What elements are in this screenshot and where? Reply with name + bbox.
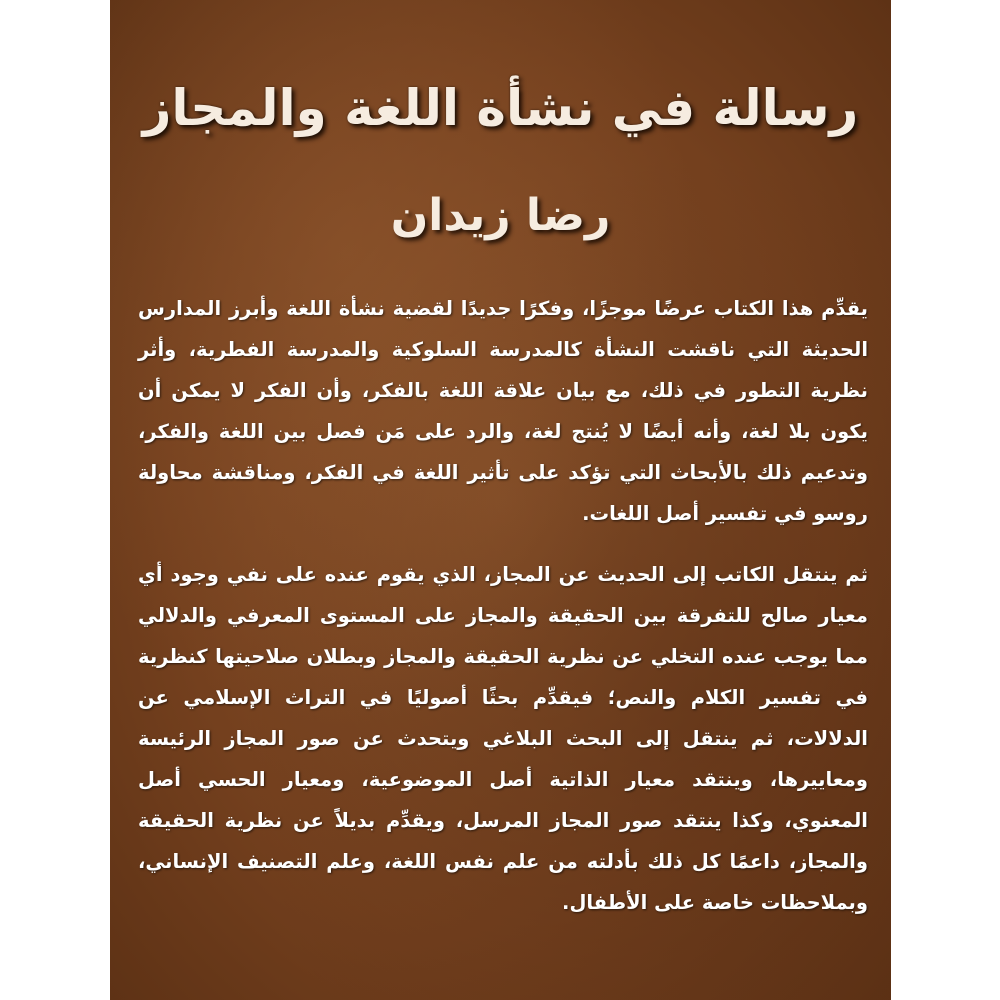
- description-paragraph-2: ثم ينتقل الكاتب إلى الحديث عن المجاز، الذي يقوم عنده على نفي وجود أي معيار صالح للتفرقة بين الحقيقة والمجاز على المستوى المعرفي والدلالي مما يوجب عنده التخلي عن نظرية الحقيقة والمجاز وبطلان صلاحيتها كنظرية في تفسير الكلام والنص؛ فيقدِّم بحثًا أصوليًا في التراث الإسلامي عن الدلالات، ثم ينتقل إلى البحث البلاغي ويتحدث عن صور المجاز الرئيسة ومعاييرها، وينتقد معيار الذاتية أصل الموضوعية، ومعيار الحسي أصل المعنوي، وكذا ينتقد صور المجاز المرسل، ويقدِّم بديلاً عن نظرية الحقيقة والمجاز، داعمًا كل ذلك بأدلته من علم نفس اللغة، وعلم التصنيف الإنساني، وبملاحظات خاصة على الأطفال.: [138, 563, 868, 914]
- book-back-cover: [110, 0, 891, 1000]
- author-name: رضا زيدان: [390, 190, 611, 241]
- description-paragraph-1: يقدِّم هذا الكتاب عرضًا موجزًا، وفكرًا جديدًا لقضية نشأة اللغة وأبرز المدارس الحديثة التي ناقشت النشأة كالمدرسة السلوكية والمدرسة الفطرية، وأثر نظرية التطور في ذلك، مع بيان علاقة اللغة بالفكر، وأن الفكر لا يمكن أن يكون بلا لغة، وأنه أيضًا لا يُنتج لغة، والرد على مَن فصل بين اللغة والفكر، وتدعيم ذلك بالأبحاث التي تؤكد على تأثير اللغة في الفكر، ومناقشة محاولة روسو في تفسير أصل اللغات.: [138, 297, 868, 525]
- book-title: رسالة في نشأة اللغة والمجاز: [142, 79, 859, 137]
- book-description: [138, 288, 868, 923]
